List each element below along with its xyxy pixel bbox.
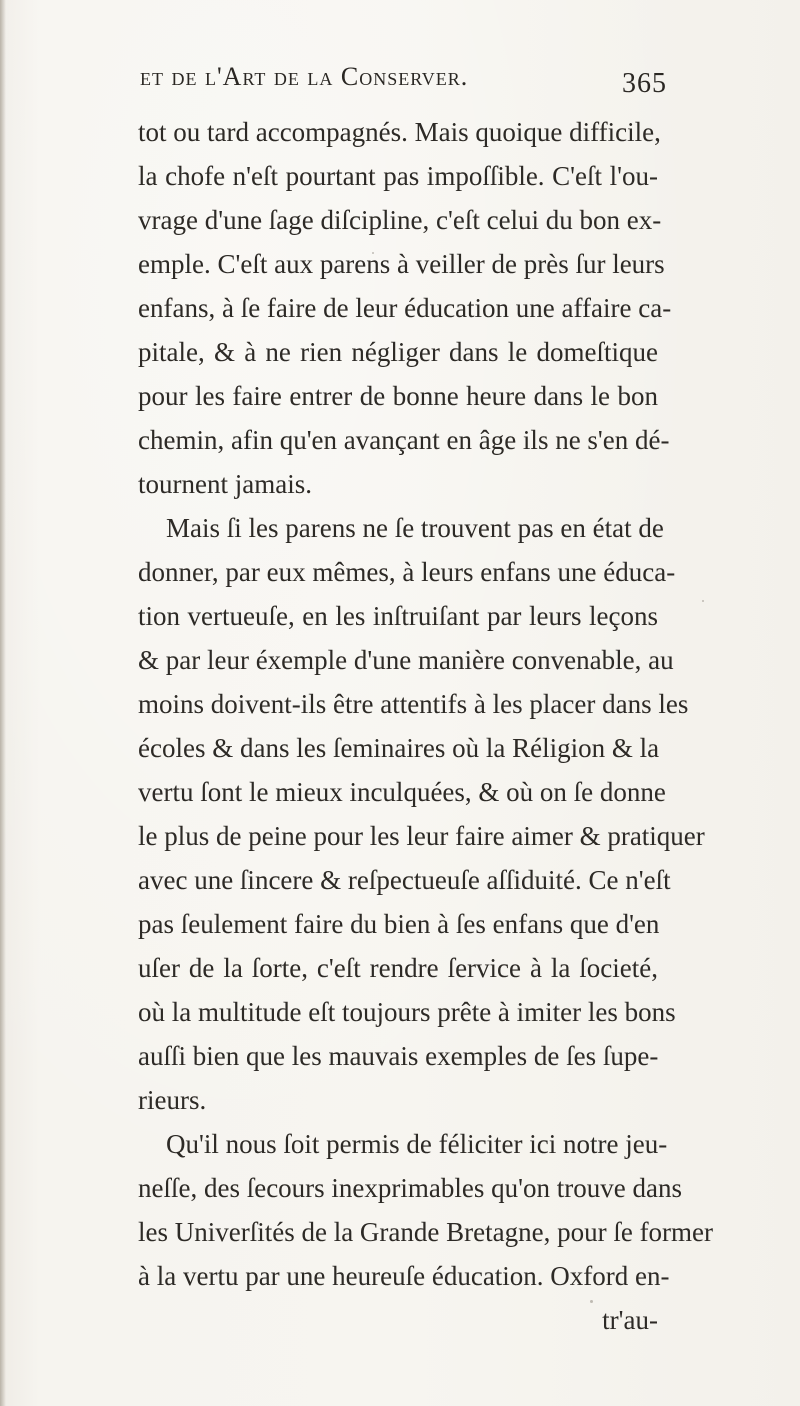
body-text xyxy=(138,110,714,1342)
text-line: vrage d'une ſage diſcipline, c'eſt celui du bon ex- xyxy=(138,205,662,235)
text-line: tournent jamais. xyxy=(138,469,312,499)
text-line: écoles & dans les ſeminaires où la Réligion & la xyxy=(138,733,660,763)
text-line: les Univerſités de la Grande Bretagne, pour ſe former xyxy=(138,1217,714,1247)
text-line: avec une ſincere & reſpectueuſe aſſiduité. Ce n'eſt xyxy=(138,865,671,895)
text-line: chemin, afin qu'en avançant en âge ils ne s'en dé- xyxy=(138,425,670,455)
text-line: rieurs. xyxy=(138,1085,207,1115)
text-line: le plus de peine pour les leur faire aimer & pratiquer xyxy=(138,821,705,851)
text-line: pas ſeulement faire du bien à ſes enfans que d'en xyxy=(138,909,660,939)
catchword: tr'au- xyxy=(602,1305,658,1335)
page-number: 365 xyxy=(622,68,667,99)
text-line: emple. C'eſt aux parens à veiller de près ſur leurs xyxy=(138,249,665,279)
text-line: tot ou tard accompagnés. Mais quoique difficile, xyxy=(138,117,661,147)
text-line: à la vertu par une heureuſe éducation. Oxford en- xyxy=(138,1261,670,1291)
text-line: Mais ſi les parens ne ſe trouvent pas en état de xyxy=(166,513,664,543)
text-line: la chofe n'eſt pourtant pas impoſſible. C'eſt l'ou- xyxy=(138,161,658,191)
text-line: donner, par eux mêmes, à leurs enfans une éduca- xyxy=(138,557,676,587)
text-line: enfans, à ſe faire de leur éducation une affaire ca- xyxy=(138,293,672,323)
text-line: auſſi bien que les mauvais exemples de ſes ſupe- xyxy=(138,1041,659,1071)
text-line: pour les faire entrer de bonne heure dans le bon xyxy=(138,381,658,411)
text-line: uſer de la ſorte, c'eſt rendre ſervice à la ſocieté, xyxy=(138,953,658,983)
paper-speck xyxy=(590,1300,593,1303)
text-line: & par leur éxemple d'une manière convenable, au xyxy=(138,645,674,675)
running-head: et de l'Art de la Conserver. xyxy=(140,62,469,91)
text-line: Qu'il nous ſoit permis de féliciter ici notre jeu- xyxy=(166,1129,668,1159)
page-header xyxy=(0,62,800,102)
text-line: où la multitude eſt toujours prête à imiter les bons xyxy=(138,997,676,1027)
paper-speck xyxy=(702,600,704,602)
text-line: tion vertueuſe, en les inſtruiſant par leurs leçons xyxy=(138,601,658,631)
text-line: vertu ſont le mieux inculquées, & où on ſe donne xyxy=(138,777,666,807)
text-line: neſſe, des ſecours inexprimables qu'on trouve dans xyxy=(138,1173,682,1203)
text-line: pitale, & à ne rien négliger dans le domeſtique xyxy=(138,337,658,367)
paper-speck xyxy=(372,252,374,254)
page-edge-shadow xyxy=(0,0,6,1406)
text-line: moins doivent-ils être attentifs à les placer dans les xyxy=(138,689,689,719)
